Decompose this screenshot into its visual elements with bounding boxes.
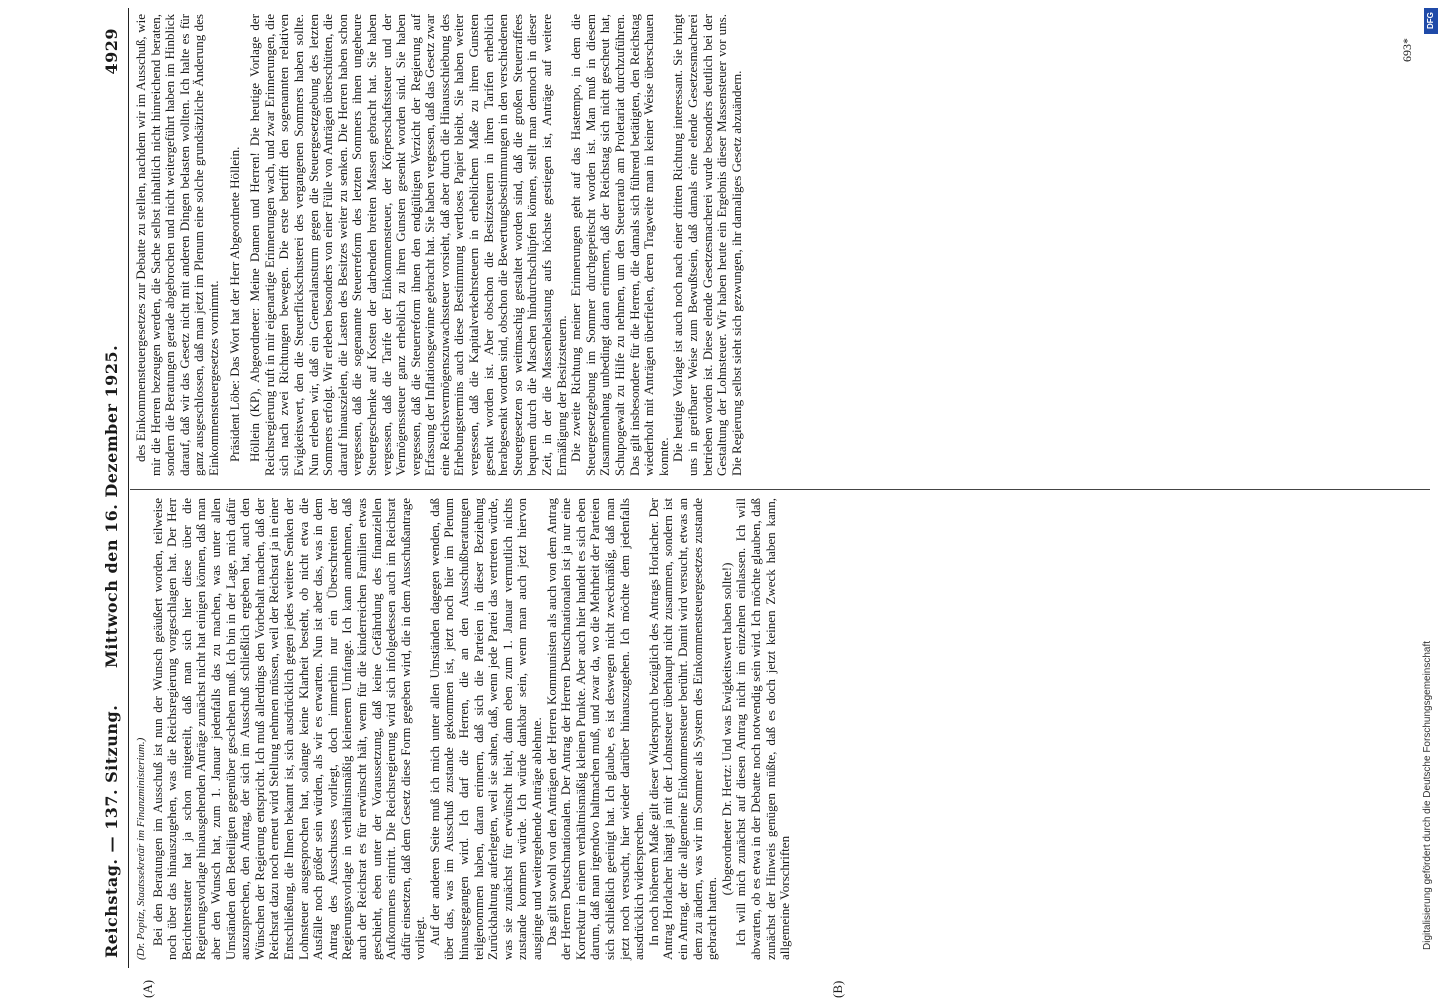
left-column: [134, 498, 1424, 960]
paragraph: Die zweite Richtung meiner Erinnerungen geht auf das Hastempo, in dem die Steuergesetzgebung im Sommer durchgepeitscht worden ist. Man muß in diesem Zusammenhang unbedingt daran erinnern, daß der Reichstag sich nicht gescheut hat, Schupogewalt zu Hilfe zu nehmen, um den Steuerraub am Proletariat durchzuführen. Das gilt insbesondere für die Herren, die damals sich führend betätigten, den Reichstag wiederholt mit Anträgen überfielen, deren Tragweite man in keiner Weise überschauen konnte.: [568, 14, 671, 476]
running-head: (Dr. Popitz, Staatssekretär im Finanzministerium.): [135, 737, 147, 960]
paragraph: In noch höherem Maße gilt dieser Widerspruch bezüglich des Antrags Horlacher. Der Antrag Horlacher hängt ja mit der Lohnsteuer überhaupt nicht zusammen, sondern ist ein Antrag, der die allgemeine Einkommensteuer berührt. Damit wird versucht, etwas an dem zu ändern, was wir im Sommer als System des Einkommensteuergesetzes zustande gebracht hatten.: [645, 498, 720, 960]
digitization-credit: Digitalisierung gefördert durch die Deutsche Forschungsgemeinschaft: [1422, 640, 1433, 950]
speaker-paragraph: Höllein (KP), Abgeordneter: Meine Damen und Herren! Die heutige Vorlage der Reichsregierung ruft in mir eigenartige Erinnerungen wach, und zwar Erinnerungen, die sich nach zwei Richtungen bewegen. Die erste betrifft den sogenannten relativen Ewigkeitswert, den die Steuerflickschusterei des vergangenen Sommers haben sollte. Nun erleben wir, daß ein Generalansturm gegen die Steuergesetzgebung des letzten Sommers erfolgt. Wir erleben besonders von einer Fülle von Anträgen überschütten, die darauf hinauszielen, die Lasten des Besitzes weiter zu senken. Die Herren haben schon vergessen, daß die sogenannte Steuerreform des letzten Sommers ihnen ungeheure Steuergeschenke auf Kosten der darbenden breiten Massen gebracht hat. Sie haben vergessen, daß die Tarife der Einkommensteuer, der Körperschaftssteuer und der Vermögenssteuer ganz erheblich zu ihren Gunsten gesenkt worden sind. Sie haben vergessen, daß die Steuerreform ihnen den endgültigen Verzicht der Regierung auf Erfassung der Inflationsgewinne gebracht hat. Sie haben vergessen, daß das Gesetz zwar eine Reichsvermögenszuwachssteuer vorsieht, daß aber durch die Hinausschiebung des Erhebungstermins auch diese Bestimmung wertloses Papier bleibt. Sie haben weiter vergessen, daß die Kapitalverkehrsteuern in erheblichem Maße zu ihren Gunsten gesenkt worden ist. Aber obschon die Besitzsteuern in ihren Tarifen erheblich herabgesenkt worden sind, obschon die Bewertungsbestimmungen in den verschiedenen Steuergesetzen so weitmaschig gestaltet worden sind, daß die großen Steuerraffees bequem durch die Maschen hindurchschlüpfen können, stellt man dennoch in dieser Zeit, in der die Massenbelastung aufs höchste gestiegen ist, Anträge auf weitere Ermäßigung der Besitzsteuern.: [247, 14, 569, 476]
page-header: [100, 8, 130, 968]
header-date: Mittwoch den 16. Dezember 1925.: [102, 344, 121, 668]
rotated-document-page: [100, 8, 1430, 998]
interjection: (Abgeordneter Dr. Hertz: Und was Ewigkeitswert haben sollte!): [718, 562, 734, 896]
paragraph: Die heutige Vorlage ist auch noch nach einer dritten Richtung interessant. Sie bringt uns in greifbarer Weise zum Bewußtsein, daß damals eine elende Gesetzesmacherei betrieben worden ist. Diese elende Gesetzesmacherei wurde besonders deutlich bei der Gestaltung der Lohnsteuer. Wir haben heute ein Ergebnis dieser Massensteuer vor uns. Die Regierung selbst sieht sich gezwungen, ihr damaliges Gesetz abzuändern.: [670, 14, 744, 476]
paragraph: Das gilt sowohl von den Anträgen der Herren Kommunisten als auch von dem Antrag der Herren Deutschnationalen. Der Antrag der Herren Deutschnationalen ist ja nur eine Korrektur in einem verhältnismäßig kleinen Punkte. Aber auch hier handelt es sich eben darum, daß man irgendwo haltmachen muß, und zwar da, wo die Mehrheit der Parteien sich schließlich geeinigt hat. Ich glaube, es ist deswegen nicht zweckmäßig, daß man jetzt noch versucht, hier wieder darüber hinauszugehen. Ich möchte dem jedenfalls ausdrücklich widersprechen.: [543, 498, 647, 960]
right-column: [134, 14, 1424, 476]
header-rule: [128, 8, 129, 968]
margin-mark-a: (A): [140, 979, 155, 998]
paragraph: Ich will mich zunächst auf diesen Antrag nicht im einzelnen einlassen. Ich will abwarten, ob es etwa in der Debatte noch notwendig sein wird. Ich möchte glauben, daß zunächst der Hinweis genügen müßte, daß es doch jetzt keinen Zweck haben kann, allgemeine Vorschriften: [733, 498, 793, 960]
signature-mark: 693*: [1400, 38, 1414, 62]
page-number: 4929: [102, 28, 121, 75]
column-divider: [130, 489, 1430, 490]
paragraph: Auf der anderen Seite muß ich mich unter allen Umständen dagegen wenden, daß über das, was im Ausschuß zustande gekommen ist, jetzt noch hier im Plenum hinausgegangen wird. Ich darf die Herren, die an den Ausschußberatungen teilgenommen haben, daran erinnern, daß sich die Parteien in dieser Beziehung Zurückhaltung auferlegten, weil sie sahen, daß, wenn jede Partei das vertreten würde, was sie zunächst für erwünscht hielt, dann eben zum 1. Januar vermutlich nichts zustande kommen würde. Ich würde dankbar sein, wenn man auch jetzt hiervon ausginge und weitergehende Anträge ablehnte.: [426, 498, 545, 960]
speaker-paragraph: Präsident Löbe: Das Wort hat der Herr Abgeordnete Höllein.: [226, 146, 242, 462]
paragraph: des Einkommensteuergesetzes zur Debatte zu stellen, nachdem wir im Ausschuß, wie mir die Herren bezeugen werden, die Sache selbst inhaltlich nicht hinreichend beraten, sondern die Beratungen gerade abgebrochen und nicht weitergeführt haben im Hinblick darauf, daß wir das Gesetz nicht mit anderen Dingen belasten wollten. Ich halte es für ganz ausgeschlossen, daß man jetzt im Plenum eine solche grundsätzliche Änderung des Einkommensteuergesetzes vornimmt.: [133, 14, 221, 476]
dfg-logo: DFG: [1424, 8, 1438, 34]
paragraph: Bei den Beratungen im Ausschuß ist nun der Wunsch geäußert worden, teilweise noch über das hinauszugehen, was die Reichsregierung vorgeschlagen hat. Der Herr Berichterstatter hat ja schon mitgeteilt, daß man sich hier diese über die Regierungsvorlage hinausgehenden Anträge zunächst nicht hat einigen können, daß man aber den Wunsch hat, zum 1. Januar jedenfalls das zu machen, was unter allen Umständen den Beteiligten gegenüber geschehen muß. Ich bin in der Lage, mich dafür auszusprechen, den Antrag, der sich im Ausschuß schließlich ergeben hat, auch den Wünschen der Regierung entspricht. Ich muß allerdings den Vorbehalt machen, daß der Reichsrat dazu noch erneut wird Stellung nehmen müssen, weil der Reichsrat ja in einer Entschließung, die Ihnen bekannt ist, sich ausdrücklich gegen jedes weitere Senken der Lohnsteuer ausgesprochen hat, solange keine Klarheit besteht, ob nicht etwa die Ausfälle noch größer sein würden, als wir es erwarten. Nun ist aber das, was in dem Antrag des Ausschusses vorliegt, doch immerhin nur ein Überschreiten der Regierungsvorlage in verhältnismäßig kleinerem Umfange. Ich kann annehmen, daß auch der Reichsrat es für erwünscht hält, wenn für die kinderreichen Familien etwas geschieht, eben unter der Voraussetzung, daß keine Gefährdung des finanziellen Aufkommens eintritt. Die Reichsregierung wird sich infolgedessen auch im Reichsrat dafür einsetzen, daß dem Gesetz diese Form gegeben wird, die in dem Ausschußantrage vorliegt.: [149, 498, 428, 960]
header-session: Reichstag. — 137. Sitzung.: [102, 704, 121, 958]
margin-mark-b: (B): [830, 980, 845, 998]
